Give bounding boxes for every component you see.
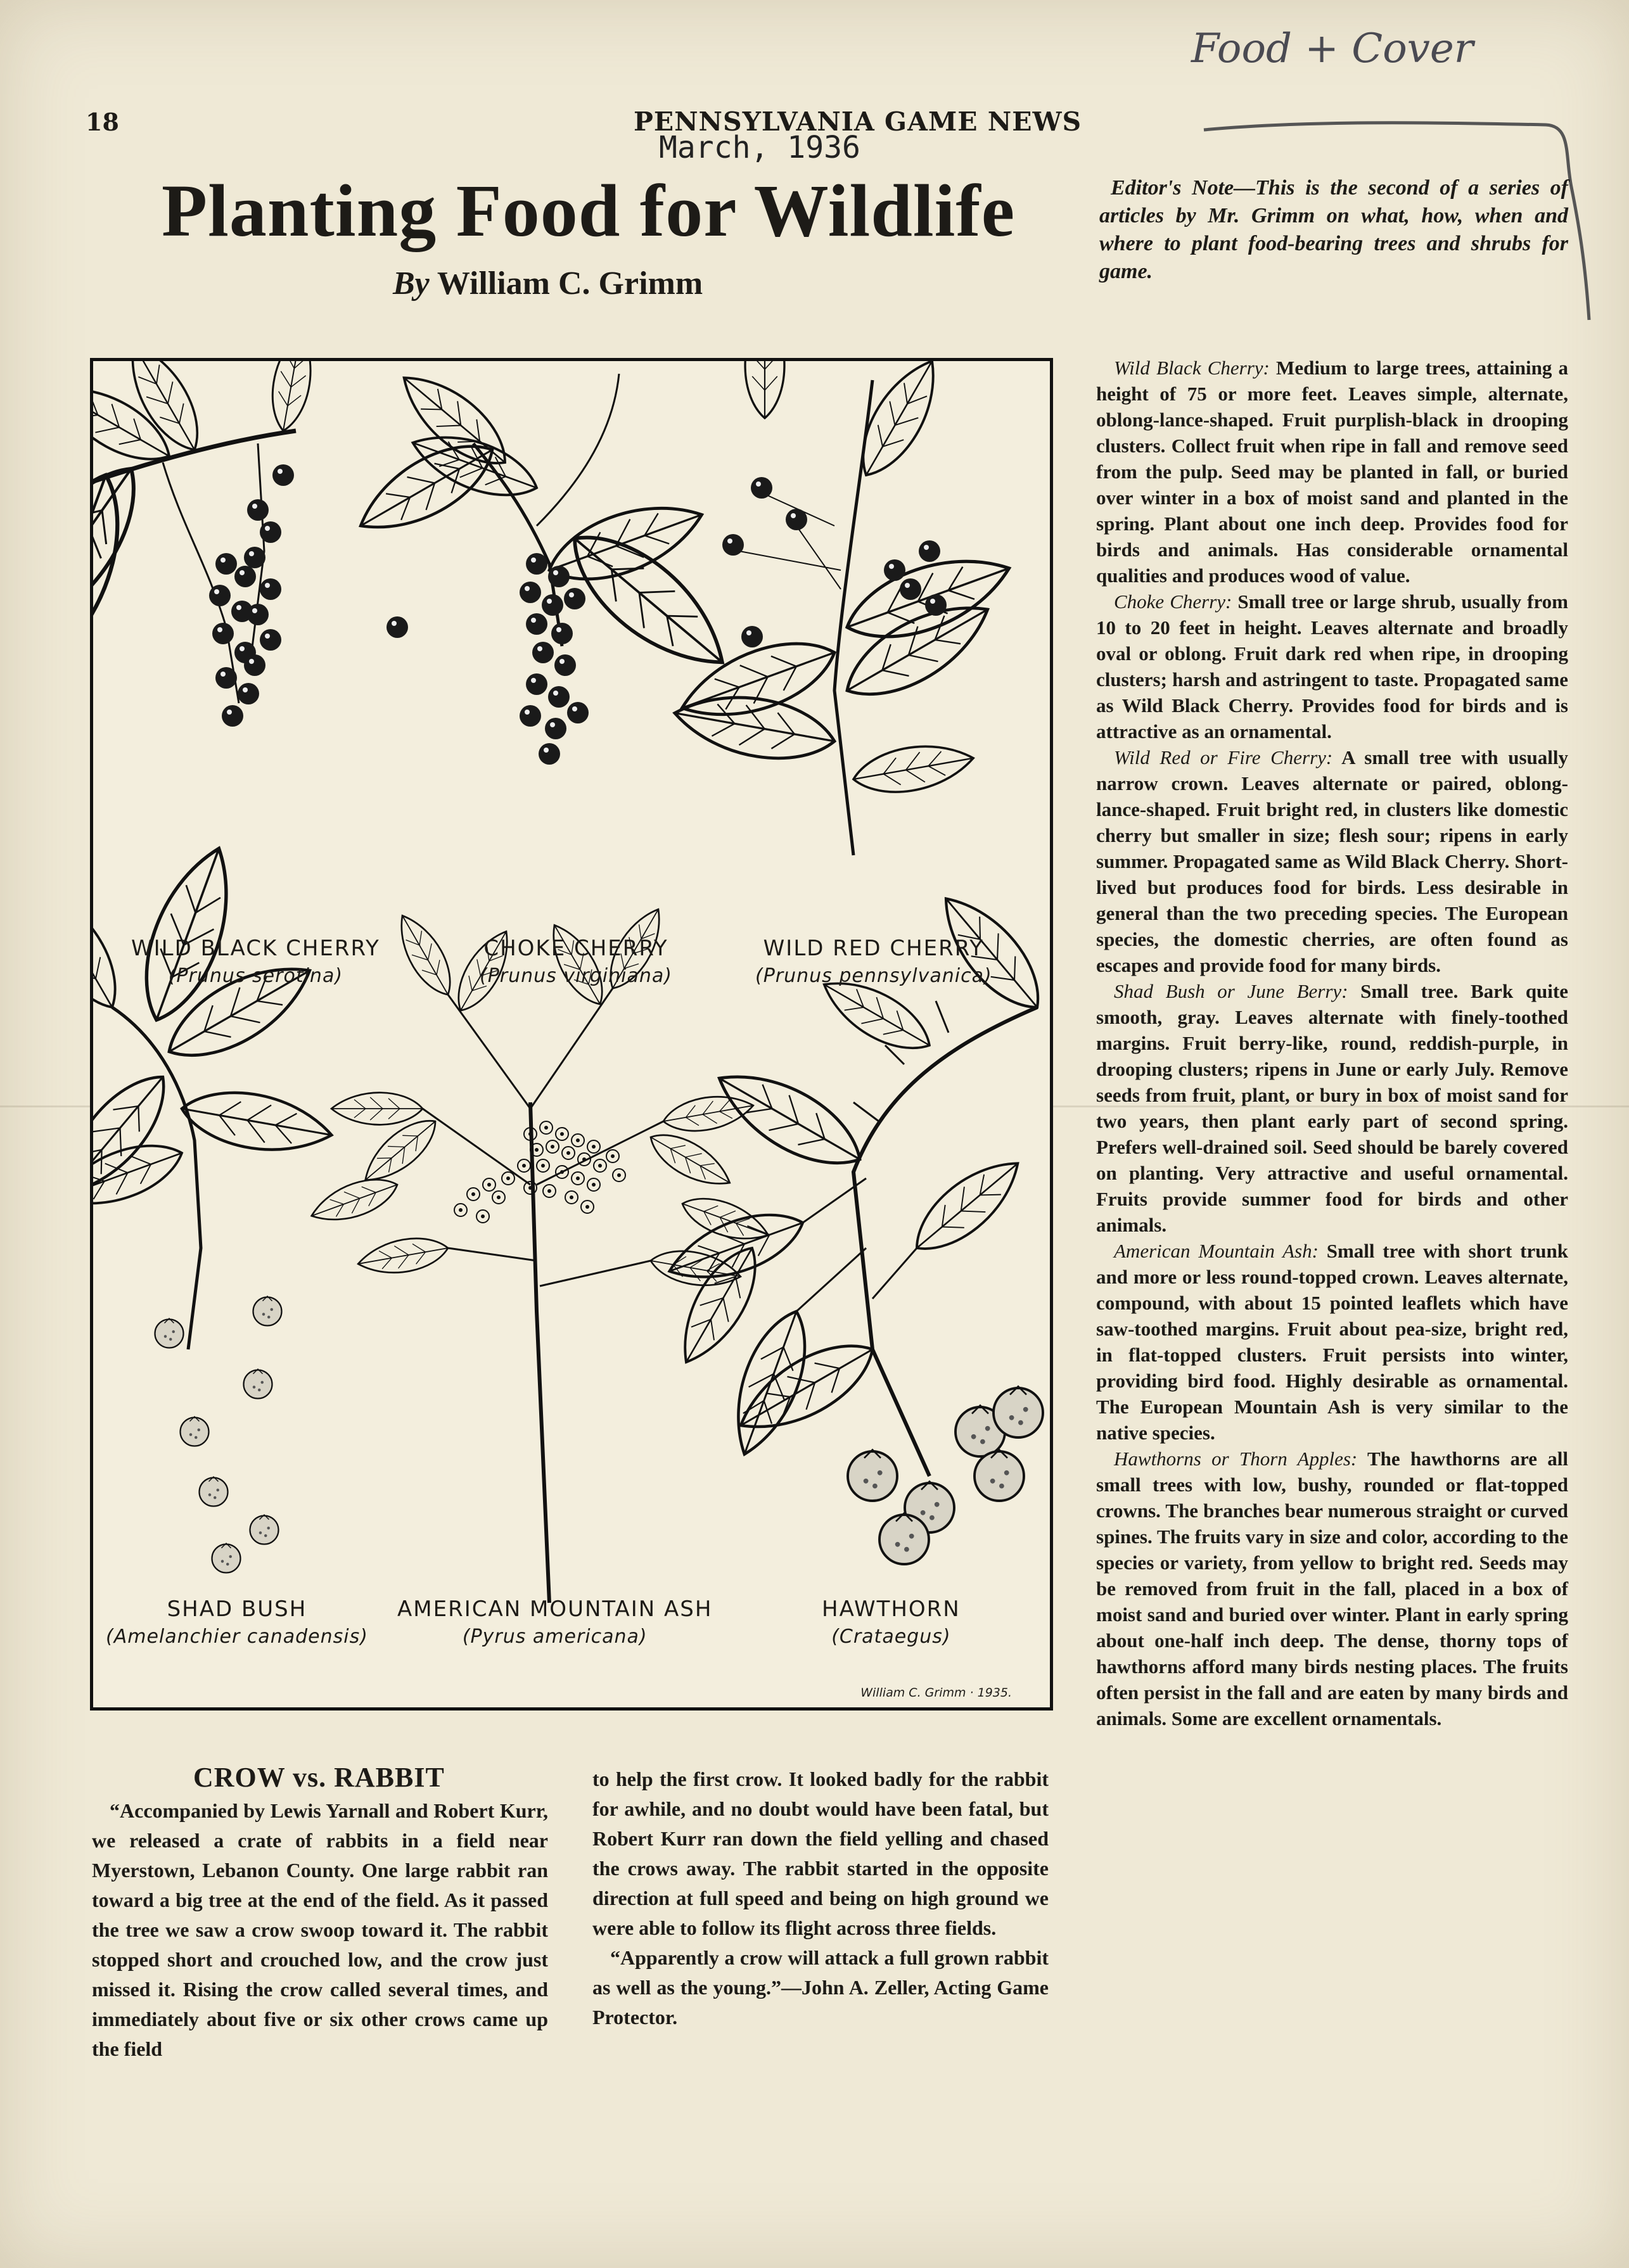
species-entry [1096,589,1568,744]
byline-prefix: By [393,265,430,302]
hawthorn-fruit [848,1386,1043,1564]
species-name: American Mountain Ash: [1114,1240,1319,1262]
species-entry [1096,978,1568,1238]
crow-article-title: CROW vs. RABBIT [193,1762,445,1793]
common-name: HAWTHORN [822,1596,961,1622]
handwritten-annotation: Food + Cover [1191,25,1474,72]
species-name: Hawthorns or Thorn Apples: [1114,1448,1358,1470]
species-text: Small tree. Bark quite smooth, gray. Leaves alternate with finely-toothed margins. Fruit berry-like, round, reddish-purple, in drooping clusters; ripens in June or early July. Remove seeds from fruit, plant, or bury in box of moist sand for two years, then plant early part of second spring. Prefers well-drained soil. Seed should be barely covered on planting. Very attractive and useful ornamental. Fruits provide summer food for birds and other animals. [1096,980,1568,1236]
species-descriptions [1096,355,1568,1731]
species-entry [1096,744,1568,978]
issue-date: March, 1936 [659,130,860,165]
species-text: Small tree with short trunk and more or less round-topped crown. Leaves alternate, compound, with about 15 pointed leaflets which have saw-toothed margins. Fruit about pea-size, bright red, in flat-topped clusters. Fruit persists into winter, providing bird food. Highly desirable as ornamental. The European Mountain Ash is very similar to the native species. [1096,1240,1568,1444]
label-wild-black-cherry [131,934,380,990]
choke-cherry-fruit [520,553,589,765]
label-mountain-ash [397,1595,712,1651]
latin-name: (Prunus pennsylvanica) [755,965,992,987]
author-name: William C. Grimm [437,265,703,302]
wild-red-cherry-drawing [670,361,1019,855]
latin-name: (Amelanchier canadensis) [106,1626,368,1648]
species-text: A small tree with usually narrow crown. Leaves alternate or paired, oblong-lance-shaped. Fruit bright red, in clusters like domestic cherry but smaller in size; flesh sour; ripens in early summer. Propagated same as Wild Black Cherry. Short-lived but produces food for birds. Less desirable in general than the two preceding species. The European species, the domestic cherries, are often found as escapes and provide food for many birds. [1096,746,1568,976]
species-entry [1096,1238,1568,1446]
species-name: Wild Red or Fire Cherry: [1114,746,1333,768]
wild-black-cherry-fruit [209,464,408,727]
crow-article-column-2 [592,1764,1049,2032]
crow-article-quote: “Apparently a crow will attack a full grown rabbit as well as the young.”—John A. Zeller, Acting Game Protector. [592,1946,1049,2029]
common-name: WILD BLACK CHERRY [131,936,380,961]
species-entry [1096,355,1568,589]
latin-name: (Pyrus americana) [462,1626,648,1648]
species-text: Small tree or large shrub, usually from 10 to 20 feet in height. Leaves alternate and broadly oval or oblong. Fruit dark red when ripe, in drooping clusters; harsh and astringent to taste. Propagated same as Wild Black Cherry. Provides food for birds and is attractive as an ornamental. [1096,590,1569,742]
common-name: WILD RED CHERRY [763,936,984,961]
editors-note: Editor's Note—This is the second of a series of articles by Mr. Grimm on what, how, when and where to plant food-bearing trees and shrubs for game. [1099,176,1568,283]
shad-bush-drawing [93,838,336,1349]
common-name: SHAD BUSH [167,1596,307,1622]
page-number: 18 [86,108,119,136]
crow-article-paragraph: to help the first crow. It looked badly for the rabbit for awhile, and no doubt would have been fatal, but Robert Kurr ran down the field yelling and chased the crows away. The rabbit started in the opposite direction at full speed and being on high ground we were able to follow its flight across three fields. [592,1768,1049,1939]
common-name: AMERICAN MOUNTAIN ASH [397,1596,713,1622]
botanical-illustration [90,358,1053,1711]
wild-black-cherry-drawing [93,361,319,703]
publication-masthead: PENNSYLVANIA GAME NEWS [634,106,1082,137]
species-text: The hawthorns are all small trees with low, bushy, rounded or flat-topped crowns. The branches bear numerous straight or curved spines. The fruits vary in size and color, according to the species or variety, from yellow to bright red. Seeds may be removed from fruit in the fall, placed in a box of moist sand and buried over winter. Plant in early spring about one-half inch deep. The dense, thorny tops of hawthorns afford many birds nesting places. The fruits often persist in the fall and are eaten by many birds and animals. Some are excellent ornamentals. [1096,1448,1569,1730]
choke-cherry-drawing [347,361,744,688]
species-name: Shad Bush or June Berry: [1114,980,1348,1002]
latin-name: (Prunus virginiana) [480,965,672,987]
crow-article-paragraph: “Accompanied by Lewis Yarnall and Robert Kurr, we released a crate of rabbits in a field near Myerstown, Lebanon County. One large rabbit ran toward a big tree at the end of the field. As it passed the tree we saw a crow swoop toward it. The rabbit stopped short and crouched low, and the crow just missed it. Rising the crow called several times, and immediately about five or six other crows came up the field [92,1799,548,2060]
label-wild-red-cherry [755,934,992,990]
mountain-ash-fruit [454,1121,625,1223]
label-choke-cherry [480,934,672,990]
illustration-drawing [93,361,1050,1707]
article-title: Planting Food for Wildlife [162,169,1016,252]
mountain-ash-drawing [306,901,774,1603]
byline [393,265,703,302]
latin-name: (Crataegus) [831,1626,951,1648]
label-shad-bush [106,1595,368,1651]
common-name: CHOKE CHERRY [483,936,668,961]
label-hawthorn [822,1595,961,1651]
artist-signature: William C. Grimm · 1935. [860,1686,1012,1700]
species-entry [1096,1446,1568,1731]
shad-bush-fruit [155,1296,282,1573]
species-name: Choke Cherry: [1114,590,1232,613]
latin-name: (Prunus serotina) [168,965,343,987]
crow-article-column-1 [92,1796,548,2064]
species-text: Medium to large trees, attaining a height of 75 or more feet. Leaves simple, alternate, oblong-lance-shaped. Fruit purplish-black in drooping clusters. Collect fruit when ripe in fall and remove seed from the pulp. Seed may be planted in fall, or buried over winter in a box of moist sand and planted in the spring. Plant about one inch deep. Provides food for birds and animals. Has considerable ornamental qualities and produces wood of value. [1096,357,1568,587]
species-name: Wild Black Cherry: [1114,357,1270,379]
